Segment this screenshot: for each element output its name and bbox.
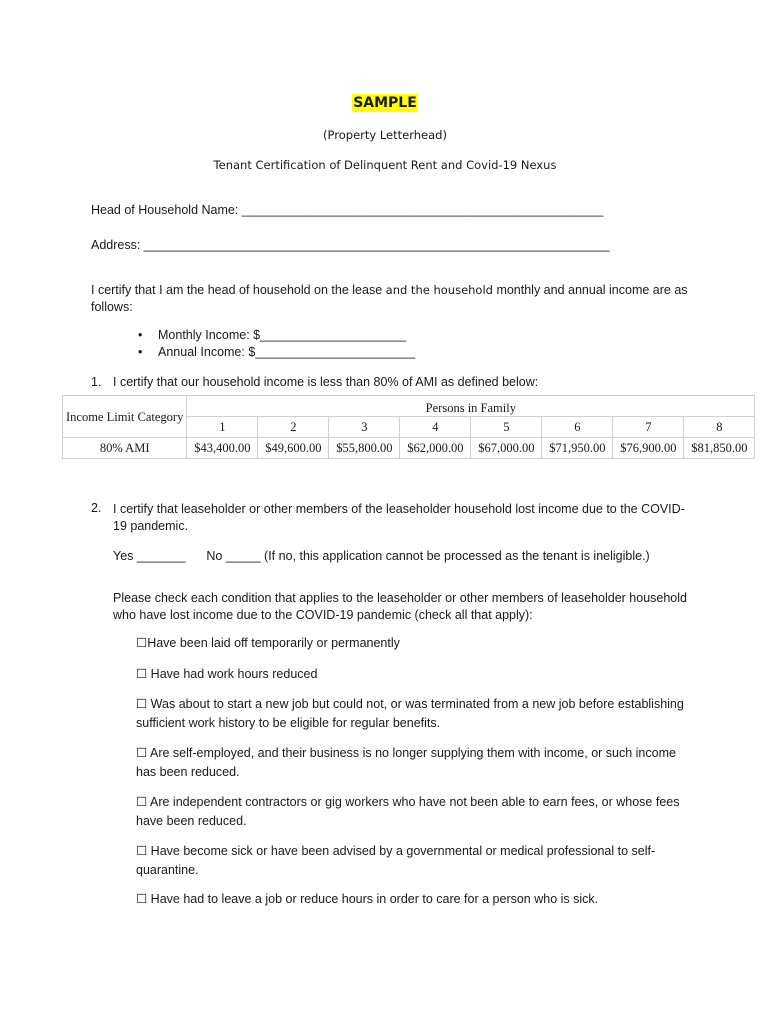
document-title: Tenant Certification of Delinquent Rent and Covid-19 Nexus — [213, 158, 557, 172]
sample-banner — [0, 95, 770, 111]
monthly-income-field[interactable]: • Monthly Income: $_____________________ — [138, 327, 415, 344]
yes-no-line[interactable]: Yes _______ No _____ (If no, this application cannot be processed as the tenant is ineligible.) — [113, 549, 650, 563]
item-1-text: I certify that our household income is less than 80% of AMI as defined below: — [113, 375, 539, 389]
row-label: 80% AMI — [63, 438, 187, 459]
income-list — [138, 327, 415, 361]
income-limit-cell: $55,800.00 — [329, 438, 400, 459]
item-1 — [91, 375, 538, 389]
income-limit-cell: $71,950.00 — [542, 438, 613, 459]
condition-new-job[interactable]: ☐ Was about to start a new job but could not, or was terminated from a new job before establishing sufficient work history to be eligible for regular benefits. — [136, 697, 684, 730]
category-header: Income Limit Category — [63, 396, 187, 438]
table-row — [63, 438, 755, 459]
income-limit-cell: $43,400.00 — [187, 438, 258, 459]
sample-label: SAMPLE — [353, 95, 417, 111]
persons-in-family-header: Persons in Family — [187, 396, 755, 417]
condition-contractors[interactable]: ☐ Are independent contractors or gig workers who have not been able to earn fees, or whose fees have been reduced. — [136, 795, 680, 828]
persons-column-header: 3 — [329, 417, 400, 438]
certify-text-2: and the household — [385, 283, 493, 297]
income-limit-cell: $49,600.00 — [258, 438, 329, 459]
certify-text-3: monthly and annual income are as follows: — [91, 283, 688, 314]
persons-column-header: 6 — [542, 417, 613, 438]
income-limit-cell: $62,000.00 — [400, 438, 471, 459]
item-2-number: 2. — [91, 501, 102, 515]
letterhead-placeholder: (Property Letterhead) — [323, 128, 447, 142]
item-1-number: 1. — [91, 375, 102, 389]
certify-household-paragraph — [91, 282, 691, 316]
income-limit-cell: $81,850.00 — [684, 438, 755, 459]
income-limit-cell: $67,000.00 — [471, 438, 542, 459]
persons-column-header: 8 — [684, 417, 755, 438]
persons-column-header: 4 — [400, 417, 471, 438]
income-limit-cell: $76,900.00 — [613, 438, 684, 459]
condition-laid-off[interactable]: ☐Have been laid off temporarily or permanently — [136, 636, 400, 650]
condition-sick-quarantine[interactable]: ☐ Have become sick or have been advised by a governmental or medical professional to self-quarantine. — [136, 844, 656, 877]
persons-column-header: 1 — [187, 417, 258, 438]
persons-column-header: 5 — [471, 417, 542, 438]
check-instructions: Please check each condition that applies to the leaseholder or other members of leaseholder household who have lost income due to the COVID-19 pandemic (check all that apply): — [113, 591, 687, 622]
condition-caregiver[interactable]: ☐ Have had to leave a job or reduce hours in order to care for a person who is sick. — [136, 892, 599, 906]
condition-hours-reduced[interactable]: ☐ Have had work hours reduced — [136, 667, 318, 681]
persons-column-header: 2 — [258, 417, 329, 438]
annual-income-field[interactable]: • Annual Income: $_______________________ — [138, 344, 415, 361]
address-field[interactable]: Address: ___________________________________________________________________ — [91, 238, 610, 252]
item-2 — [91, 501, 113, 515]
head-of-household-field[interactable]: Head of Household Name: ____________________________________________________ — [91, 203, 604, 217]
certify-text-1: I certify that I am the head of household on the lease — [91, 283, 386, 297]
income-limit-table — [62, 395, 755, 459]
persons-column-header: 7 — [613, 417, 684, 438]
item-2-text: I certify that leaseholder or other members of the leaseholder household lost income due to the COVID-19 pandemic. — [113, 502, 685, 533]
condition-self-employed[interactable]: ☐ Are self-employed, and their business is no longer supplying them with income, or such income has been reduced. — [136, 746, 676, 779]
